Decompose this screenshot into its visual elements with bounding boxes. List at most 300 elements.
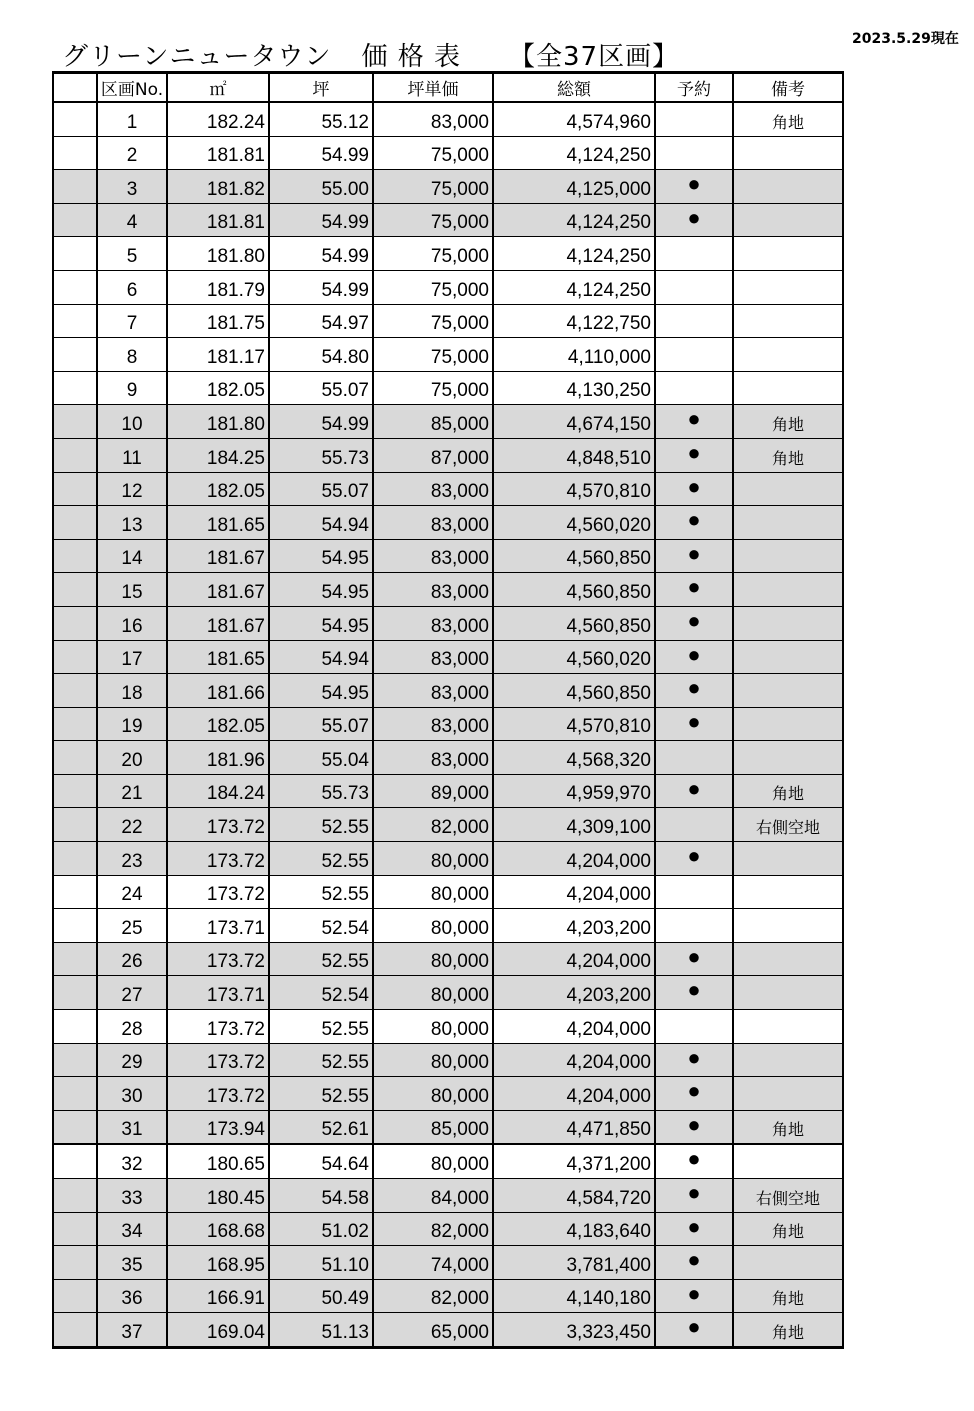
unit-price: 83,000 — [373, 606, 493, 640]
reserved-mark: ● — [655, 1179, 733, 1213]
row-blank-cell — [53, 640, 97, 674]
unit-price: 83,000 — [373, 506, 493, 540]
page-title — [62, 36, 679, 73]
lot-number: 7 — [97, 304, 167, 338]
reserved-mark: ● — [655, 707, 733, 741]
area-sqm: 166.91 — [167, 1279, 269, 1313]
note — [733, 1043, 843, 1077]
reserved-mark — [655, 808, 733, 842]
table-row — [53, 976, 843, 1010]
area-tsubo: 52.55 — [269, 942, 373, 976]
table-row — [53, 270, 843, 304]
total-price: 4,124,250 — [493, 136, 655, 170]
total-price: 4,110,000 — [493, 338, 655, 372]
table-row — [53, 1010, 843, 1044]
total-price: 4,204,000 — [493, 1010, 655, 1044]
lot-number: 3 — [97, 170, 167, 204]
lot-number: 37 — [97, 1313, 167, 1348]
unit-price: 80,000 — [373, 1144, 493, 1178]
lot-number: 31 — [97, 1110, 167, 1144]
table-row — [53, 338, 843, 372]
area-tsubo: 55.73 — [269, 438, 373, 472]
unit-price: 75,000 — [373, 237, 493, 271]
area-sqm: 181.66 — [167, 674, 269, 708]
area-sqm: 173.72 — [167, 875, 269, 909]
area-sqm: 173.72 — [167, 808, 269, 842]
reserved-mark: ● — [655, 640, 733, 674]
note — [733, 573, 843, 607]
area-tsubo: 54.99 — [269, 270, 373, 304]
total-price: 4,560,020 — [493, 506, 655, 540]
row-blank-cell — [53, 304, 97, 338]
row-blank-cell — [53, 774, 97, 808]
total-price: 4,183,640 — [493, 1212, 655, 1246]
area-tsubo: 55.12 — [269, 102, 373, 136]
note — [733, 640, 843, 674]
lot-number: 12 — [97, 472, 167, 506]
row-blank-cell — [53, 170, 97, 204]
unit-price: 83,000 — [373, 539, 493, 573]
total-price: 4,560,850 — [493, 573, 655, 607]
reserved-mark: ● — [655, 506, 733, 540]
lot-number: 11 — [97, 438, 167, 472]
lot-number: 20 — [97, 741, 167, 775]
area-tsubo: 54.99 — [269, 136, 373, 170]
note — [733, 875, 843, 909]
row-blank-cell — [53, 1010, 97, 1044]
area-tsubo: 51.13 — [269, 1313, 373, 1348]
area-sqm: 173.71 — [167, 909, 269, 943]
table-row — [53, 640, 843, 674]
lot-number: 8 — [97, 338, 167, 372]
unit-price: 80,000 — [373, 909, 493, 943]
reserved-mark — [655, 909, 733, 943]
row-blank-cell — [53, 472, 97, 506]
reserved-mark: ● — [655, 1212, 733, 1246]
area-sqm: 184.25 — [167, 438, 269, 472]
row-blank-cell — [53, 808, 97, 842]
area-tsubo: 51.02 — [269, 1212, 373, 1246]
area-sqm: 181.75 — [167, 304, 269, 338]
area-sqm: 181.80 — [167, 237, 269, 271]
note — [733, 237, 843, 271]
area-tsubo: 52.54 — [269, 909, 373, 943]
area-sqm: 168.68 — [167, 1212, 269, 1246]
note — [733, 674, 843, 708]
table-row — [53, 304, 843, 338]
row-blank-cell — [53, 707, 97, 741]
row-blank-cell — [53, 674, 97, 708]
table-row — [53, 1043, 843, 1077]
note: 右側空地 — [733, 1179, 843, 1213]
reserved-mark: ● — [655, 203, 733, 237]
unit-price: 75,000 — [373, 371, 493, 405]
unit-price: 75,000 — [373, 136, 493, 170]
table-row — [53, 707, 843, 741]
note: 右側空地 — [733, 808, 843, 842]
unit-price: 83,000 — [373, 741, 493, 775]
reserved-mark — [655, 338, 733, 372]
table-row — [53, 1246, 843, 1280]
total-price: 4,674,150 — [493, 405, 655, 439]
area-tsubo: 54.99 — [269, 203, 373, 237]
lot-number: 29 — [97, 1043, 167, 1077]
total-price: 3,323,450 — [493, 1313, 655, 1348]
table-row — [53, 774, 843, 808]
note — [733, 539, 843, 573]
table-row — [53, 539, 843, 573]
area-sqm: 173.71 — [167, 976, 269, 1010]
table-row — [53, 472, 843, 506]
reserved-mark: ● — [655, 942, 733, 976]
area-sqm: 182.05 — [167, 472, 269, 506]
reserved-mark: ● — [655, 1043, 733, 1077]
note — [733, 371, 843, 405]
reserved-mark: ● — [655, 1110, 733, 1144]
row-blank-cell — [53, 438, 97, 472]
unit-price: 80,000 — [373, 1077, 493, 1111]
total-price: 4,371,200 — [493, 1144, 655, 1178]
lot-number: 23 — [97, 842, 167, 876]
unit-price: 80,000 — [373, 842, 493, 876]
note: 角地 — [733, 1279, 843, 1313]
lot-number: 2 — [97, 136, 167, 170]
note: 角地 — [733, 1110, 843, 1144]
lot-number: 15 — [97, 573, 167, 607]
area-sqm: 173.72 — [167, 942, 269, 976]
total-price: 4,570,810 — [493, 707, 655, 741]
area-sqm: 181.81 — [167, 136, 269, 170]
price-table — [52, 71, 844, 1349]
row-blank-cell — [53, 203, 97, 237]
area-tsubo: 52.55 — [269, 875, 373, 909]
lot-number: 21 — [97, 774, 167, 808]
area-tsubo: 52.55 — [269, 1077, 373, 1111]
area-tsubo: 52.55 — [269, 842, 373, 876]
table-row — [53, 438, 843, 472]
area-sqm: 181.96 — [167, 741, 269, 775]
row-blank-cell — [53, 1279, 97, 1313]
area-tsubo: 54.99 — [269, 237, 373, 271]
reserved-mark: ● — [655, 1279, 733, 1313]
header-sqm: ㎡ — [167, 73, 269, 103]
unit-price: 83,000 — [373, 640, 493, 674]
total-price: 4,125,000 — [493, 170, 655, 204]
area-sqm: 181.17 — [167, 338, 269, 372]
area-tsubo: 54.94 — [269, 640, 373, 674]
area-tsubo: 51.10 — [269, 1246, 373, 1280]
total-price: 4,204,000 — [493, 1077, 655, 1111]
area-sqm: 182.24 — [167, 102, 269, 136]
table-row — [53, 1179, 843, 1213]
area-sqm: 169.04 — [167, 1313, 269, 1348]
table-row — [53, 136, 843, 170]
reserved-mark: ● — [655, 606, 733, 640]
row-blank-cell — [53, 1313, 97, 1348]
unit-price: 80,000 — [373, 1010, 493, 1044]
area-tsubo: 55.07 — [269, 707, 373, 741]
row-blank-cell — [53, 1179, 97, 1213]
lot-number: 6 — [97, 270, 167, 304]
unit-price: 75,000 — [373, 304, 493, 338]
unit-price: 75,000 — [373, 203, 493, 237]
reserved-mark: ● — [655, 774, 733, 808]
total-price: 4,560,850 — [493, 606, 655, 640]
row-blank-cell — [53, 136, 97, 170]
area-tsubo: 54.97 — [269, 304, 373, 338]
total-price: 4,203,200 — [493, 976, 655, 1010]
row-blank-cell — [53, 909, 97, 943]
reserved-mark — [655, 270, 733, 304]
lot-number: 36 — [97, 1279, 167, 1313]
note — [733, 909, 843, 943]
area-tsubo: 54.80 — [269, 338, 373, 372]
header-total: 総額 — [493, 73, 655, 103]
unit-price: 80,000 — [373, 875, 493, 909]
area-tsubo: 50.49 — [269, 1279, 373, 1313]
unit-price: 80,000 — [373, 976, 493, 1010]
table-row — [53, 1212, 843, 1246]
reserved-mark — [655, 304, 733, 338]
area-tsubo: 54.64 — [269, 1144, 373, 1178]
row-blank-cell — [53, 102, 97, 136]
table-row — [53, 573, 843, 607]
reserved-mark: ● — [655, 1313, 733, 1348]
development-name: グリーンニュータウン — [62, 42, 332, 72]
note — [733, 606, 843, 640]
header-blank — [53, 73, 97, 103]
lot-number: 1 — [97, 102, 167, 136]
row-blank-cell — [53, 270, 97, 304]
lot-number: 30 — [97, 1077, 167, 1111]
row-blank-cell — [53, 1246, 97, 1280]
row-blank-cell — [53, 1110, 97, 1144]
lot-number: 24 — [97, 875, 167, 909]
area-tsubo: 54.95 — [269, 674, 373, 708]
unit-price: 75,000 — [373, 170, 493, 204]
total-price: 4,124,250 — [493, 237, 655, 271]
lot-number: 27 — [97, 976, 167, 1010]
lot-number: 5 — [97, 237, 167, 271]
table-row — [53, 1110, 843, 1144]
area-tsubo: 54.58 — [269, 1179, 373, 1213]
area-sqm: 181.82 — [167, 170, 269, 204]
lot-number: 22 — [97, 808, 167, 842]
row-blank-cell — [53, 1077, 97, 1111]
total-price: 4,203,200 — [493, 909, 655, 943]
reserved-mark — [655, 136, 733, 170]
total-price: 4,124,250 — [493, 270, 655, 304]
area-sqm: 181.79 — [167, 270, 269, 304]
area-tsubo: 54.99 — [269, 405, 373, 439]
unit-price: 85,000 — [373, 1110, 493, 1144]
area-sqm: 181.81 — [167, 203, 269, 237]
reserved-mark — [655, 102, 733, 136]
table-row — [53, 942, 843, 976]
note: 角地 — [733, 438, 843, 472]
header-note: 備考 — [733, 73, 843, 103]
area-sqm: 173.72 — [167, 842, 269, 876]
table-row — [53, 1144, 843, 1178]
row-blank-cell — [53, 1212, 97, 1246]
total-price: 4,130,250 — [493, 371, 655, 405]
total-price: 4,568,320 — [493, 741, 655, 775]
total-price: 4,560,850 — [493, 539, 655, 573]
lot-number: 35 — [97, 1246, 167, 1280]
lot-number: 17 — [97, 640, 167, 674]
total-price: 4,122,750 — [493, 304, 655, 338]
row-blank-cell — [53, 976, 97, 1010]
reserved-mark: ● — [655, 842, 733, 876]
reserved-mark — [655, 1010, 733, 1044]
note: 角地 — [733, 1313, 843, 1348]
lot-number: 34 — [97, 1212, 167, 1246]
area-sqm: 173.72 — [167, 1010, 269, 1044]
row-blank-cell — [53, 539, 97, 573]
table-row — [53, 170, 843, 204]
area-tsubo: 54.95 — [269, 573, 373, 607]
area-sqm: 181.65 — [167, 640, 269, 674]
area-sqm: 181.67 — [167, 606, 269, 640]
header-tsubo: 坪 — [269, 73, 373, 103]
reserved-mark: ● — [655, 472, 733, 506]
reserved-mark: ● — [655, 976, 733, 1010]
unit-price: 85,000 — [373, 405, 493, 439]
lot-number: 9 — [97, 371, 167, 405]
unit-price: 83,000 — [373, 707, 493, 741]
area-tsubo: 55.04 — [269, 741, 373, 775]
total-price: 4,570,810 — [493, 472, 655, 506]
lot-number: 18 — [97, 674, 167, 708]
lot-number: 10 — [97, 405, 167, 439]
unit-price: 83,000 — [373, 573, 493, 607]
unit-price: 84,000 — [373, 1179, 493, 1213]
row-blank-cell — [53, 405, 97, 439]
reserved-mark: ● — [655, 438, 733, 472]
table-row — [53, 875, 843, 909]
unit-price: 82,000 — [373, 1279, 493, 1313]
row-blank-cell — [53, 875, 97, 909]
unit-price: 82,000 — [373, 808, 493, 842]
table-row — [53, 606, 843, 640]
row-blank-cell — [53, 606, 97, 640]
header-lot-no: 区画No. — [97, 73, 167, 103]
unit-price: 65,000 — [373, 1313, 493, 1348]
total-price: 4,959,970 — [493, 774, 655, 808]
area-tsubo: 54.94 — [269, 506, 373, 540]
lot-count-label: 【全37区画】 — [509, 42, 680, 72]
table-row — [53, 741, 843, 775]
area-sqm: 168.95 — [167, 1246, 269, 1280]
lot-number: 13 — [97, 506, 167, 540]
row-blank-cell — [53, 573, 97, 607]
reserved-mark: ● — [655, 1144, 733, 1178]
lot-number: 4 — [97, 203, 167, 237]
reserved-mark: ● — [655, 170, 733, 204]
area-sqm: 181.67 — [167, 539, 269, 573]
reserved-mark: ● — [655, 1246, 733, 1280]
lot-number: 33 — [97, 1179, 167, 1213]
note — [733, 472, 843, 506]
reserved-mark: ● — [655, 539, 733, 573]
reserved-mark — [655, 371, 733, 405]
table-row — [53, 102, 843, 136]
unit-price: 87,000 — [373, 438, 493, 472]
note — [733, 1246, 843, 1280]
table-row — [53, 506, 843, 540]
total-price: 3,781,400 — [493, 1246, 655, 1280]
note — [733, 1010, 843, 1044]
note — [733, 338, 843, 372]
header-row — [53, 73, 843, 103]
table-row — [53, 237, 843, 271]
unit-price: 83,000 — [373, 472, 493, 506]
area-tsubo: 52.55 — [269, 1010, 373, 1044]
area-sqm: 173.72 — [167, 1043, 269, 1077]
area-sqm: 181.67 — [167, 573, 269, 607]
lot-number: 14 — [97, 539, 167, 573]
unit-price: 75,000 — [373, 338, 493, 372]
total-price: 4,471,850 — [493, 1110, 655, 1144]
table-row — [53, 1077, 843, 1111]
reserved-mark: ● — [655, 405, 733, 439]
total-price: 4,204,000 — [493, 875, 655, 909]
note — [733, 1077, 843, 1111]
table-row — [53, 674, 843, 708]
lot-number: 16 — [97, 606, 167, 640]
unit-price: 74,000 — [373, 1246, 493, 1280]
note — [733, 304, 843, 338]
unit-price: 75,000 — [373, 270, 493, 304]
total-price: 4,204,000 — [493, 842, 655, 876]
header-unit-price: 坪単価 — [373, 73, 493, 103]
reserved-mark: ● — [655, 573, 733, 607]
unit-price: 80,000 — [373, 1043, 493, 1077]
note — [733, 506, 843, 540]
note — [733, 1144, 843, 1178]
area-sqm: 181.80 — [167, 405, 269, 439]
area-tsubo: 54.95 — [269, 539, 373, 573]
reserved-mark — [655, 875, 733, 909]
area-sqm: 173.94 — [167, 1110, 269, 1144]
note — [733, 707, 843, 741]
row-blank-cell — [53, 1144, 97, 1178]
total-price: 4,574,960 — [493, 102, 655, 136]
note — [733, 170, 843, 204]
date-stamp: 2023.5.29現在 — [852, 31, 959, 47]
note — [733, 136, 843, 170]
area-tsubo: 52.55 — [269, 1043, 373, 1077]
lot-number: 26 — [97, 942, 167, 976]
unit-price: 80,000 — [373, 942, 493, 976]
area-sqm: 180.65 — [167, 1144, 269, 1178]
area-sqm: 180.45 — [167, 1179, 269, 1213]
unit-price: 83,000 — [373, 674, 493, 708]
note — [733, 741, 843, 775]
area-tsubo: 55.07 — [269, 472, 373, 506]
total-price: 4,309,100 — [493, 808, 655, 842]
area-tsubo: 52.54 — [269, 976, 373, 1010]
area-sqm: 173.72 — [167, 1077, 269, 1111]
total-price: 4,204,000 — [493, 942, 655, 976]
total-price: 4,560,850 — [493, 674, 655, 708]
table-row — [53, 808, 843, 842]
table-row — [53, 842, 843, 876]
note — [733, 270, 843, 304]
row-blank-cell — [53, 942, 97, 976]
reserved-mark: ● — [655, 1077, 733, 1111]
total-price: 4,848,510 — [493, 438, 655, 472]
